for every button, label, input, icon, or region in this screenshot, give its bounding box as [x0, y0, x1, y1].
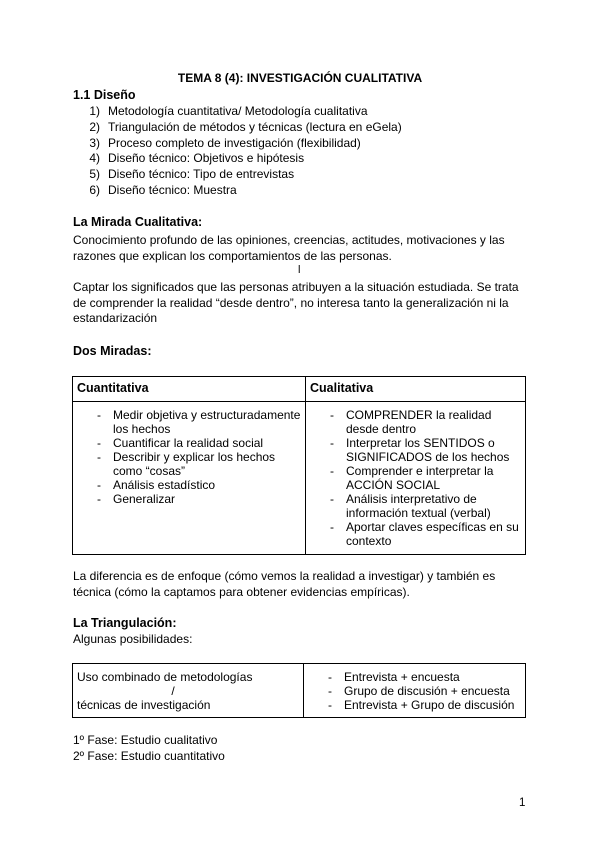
list-item: - Análisis interpretativo de información textual (verbal) [330, 492, 491, 520]
list-item: - COMPRENDER la realidad desde dentro [330, 408, 492, 436]
cuantitativa-cell [73, 402, 306, 555]
document-title: TEMA 8 (4): INVESTIGACIÓN CUALITATIVA [177, 71, 423, 85]
list-item: - Entrevista + encuesta [328, 670, 460, 684]
combinations-cell [304, 664, 526, 718]
design-list [73, 104, 402, 199]
mirada-paragraph-1: Conocimiento profundo de las opiniones, creencias, actitudes, motivaciones y las razones que explican los comportamientos de las personas. [73, 233, 505, 263]
list-item: 5) Diseño técnico: Tipo de entrevistas [89, 167, 295, 182]
comparison-table [72, 376, 526, 555]
triangulation-table [72, 663, 526, 718]
list-item: 6) Diseño técnico: Muestra [89, 182, 237, 197]
section-heading-dos-miradas: Dos Miradas: [73, 344, 152, 358]
list-item: - Aportar claves específicas en su contexto [330, 520, 519, 548]
fase-1: 1º Fase: Estudio cualitativo [73, 733, 218, 747]
list-item: - Grupo de discusión + encuesta [328, 684, 510, 698]
column-header-cualitativa: Cualitativa [306, 377, 526, 402]
list-item: 2) Triangulación de métodos y técnicas (lectura en eGela) [89, 119, 402, 134]
list-item: - Generalizar [97, 492, 176, 506]
list-item: 4) Diseño técnico: Objetivos e hipótesis [89, 151, 305, 166]
arrow-mark: l [298, 264, 301, 276]
list-item: - Interpretar los SENTIDOS o SIGNIFICADOS de los hechos [330, 436, 510, 464]
section-heading-mirada: La Mirada Cualitativa: [73, 215, 203, 229]
list-item: - Comprender e interpretar la ACCIÓN SOCIAL [330, 464, 494, 492]
list-item: - Entrevista + Grupo de discusión [328, 698, 515, 712]
list-item: 1) Metodología cuantitativa/ Metodología cualitativa [89, 104, 368, 118]
cualitativa-cell [306, 402, 526, 555]
diferencia-paragraph: La diferencia es de enfoque (cómo vemos la realidad a investigar) y también es técnica (cómo la captamos para obtener evidencias empíricas). [73, 569, 496, 599]
list-item: 3) Proceso completo de investigación (flexibilidad) [89, 135, 361, 150]
triangulacion-subtitle: Algunas posibilidades: [73, 632, 193, 646]
combined-methods-cell: Uso combinado de metodologías / técnicas de investigación [73, 664, 304, 718]
page-number: 1 [519, 797, 526, 809]
mirada-paragraph-2: Captar los significados que las personas atribuyen a la situación estudiada. Se trata de comprender la realidad “desde dentro”, no interesa tanto la generalización ni la estandarización [73, 280, 519, 325]
column-header-cuantitativa: Cuantitativa [73, 377, 306, 402]
section-heading-triangulacion: La Triangulación: [73, 616, 177, 630]
list-item: - Cuantificar la realidad social [97, 436, 264, 450]
fase-2: 2º Fase: Estudio cuantitativo [73, 749, 225, 763]
section-heading-diseno: 1.1 Diseño [73, 88, 136, 102]
list-item: - Describir y explicar los hechos como “cosas” [97, 450, 276, 478]
list-item: - Análisis estadístico [97, 478, 216, 492]
list-item: - Medir objetiva y estructuradamente los hechos [97, 408, 301, 436]
